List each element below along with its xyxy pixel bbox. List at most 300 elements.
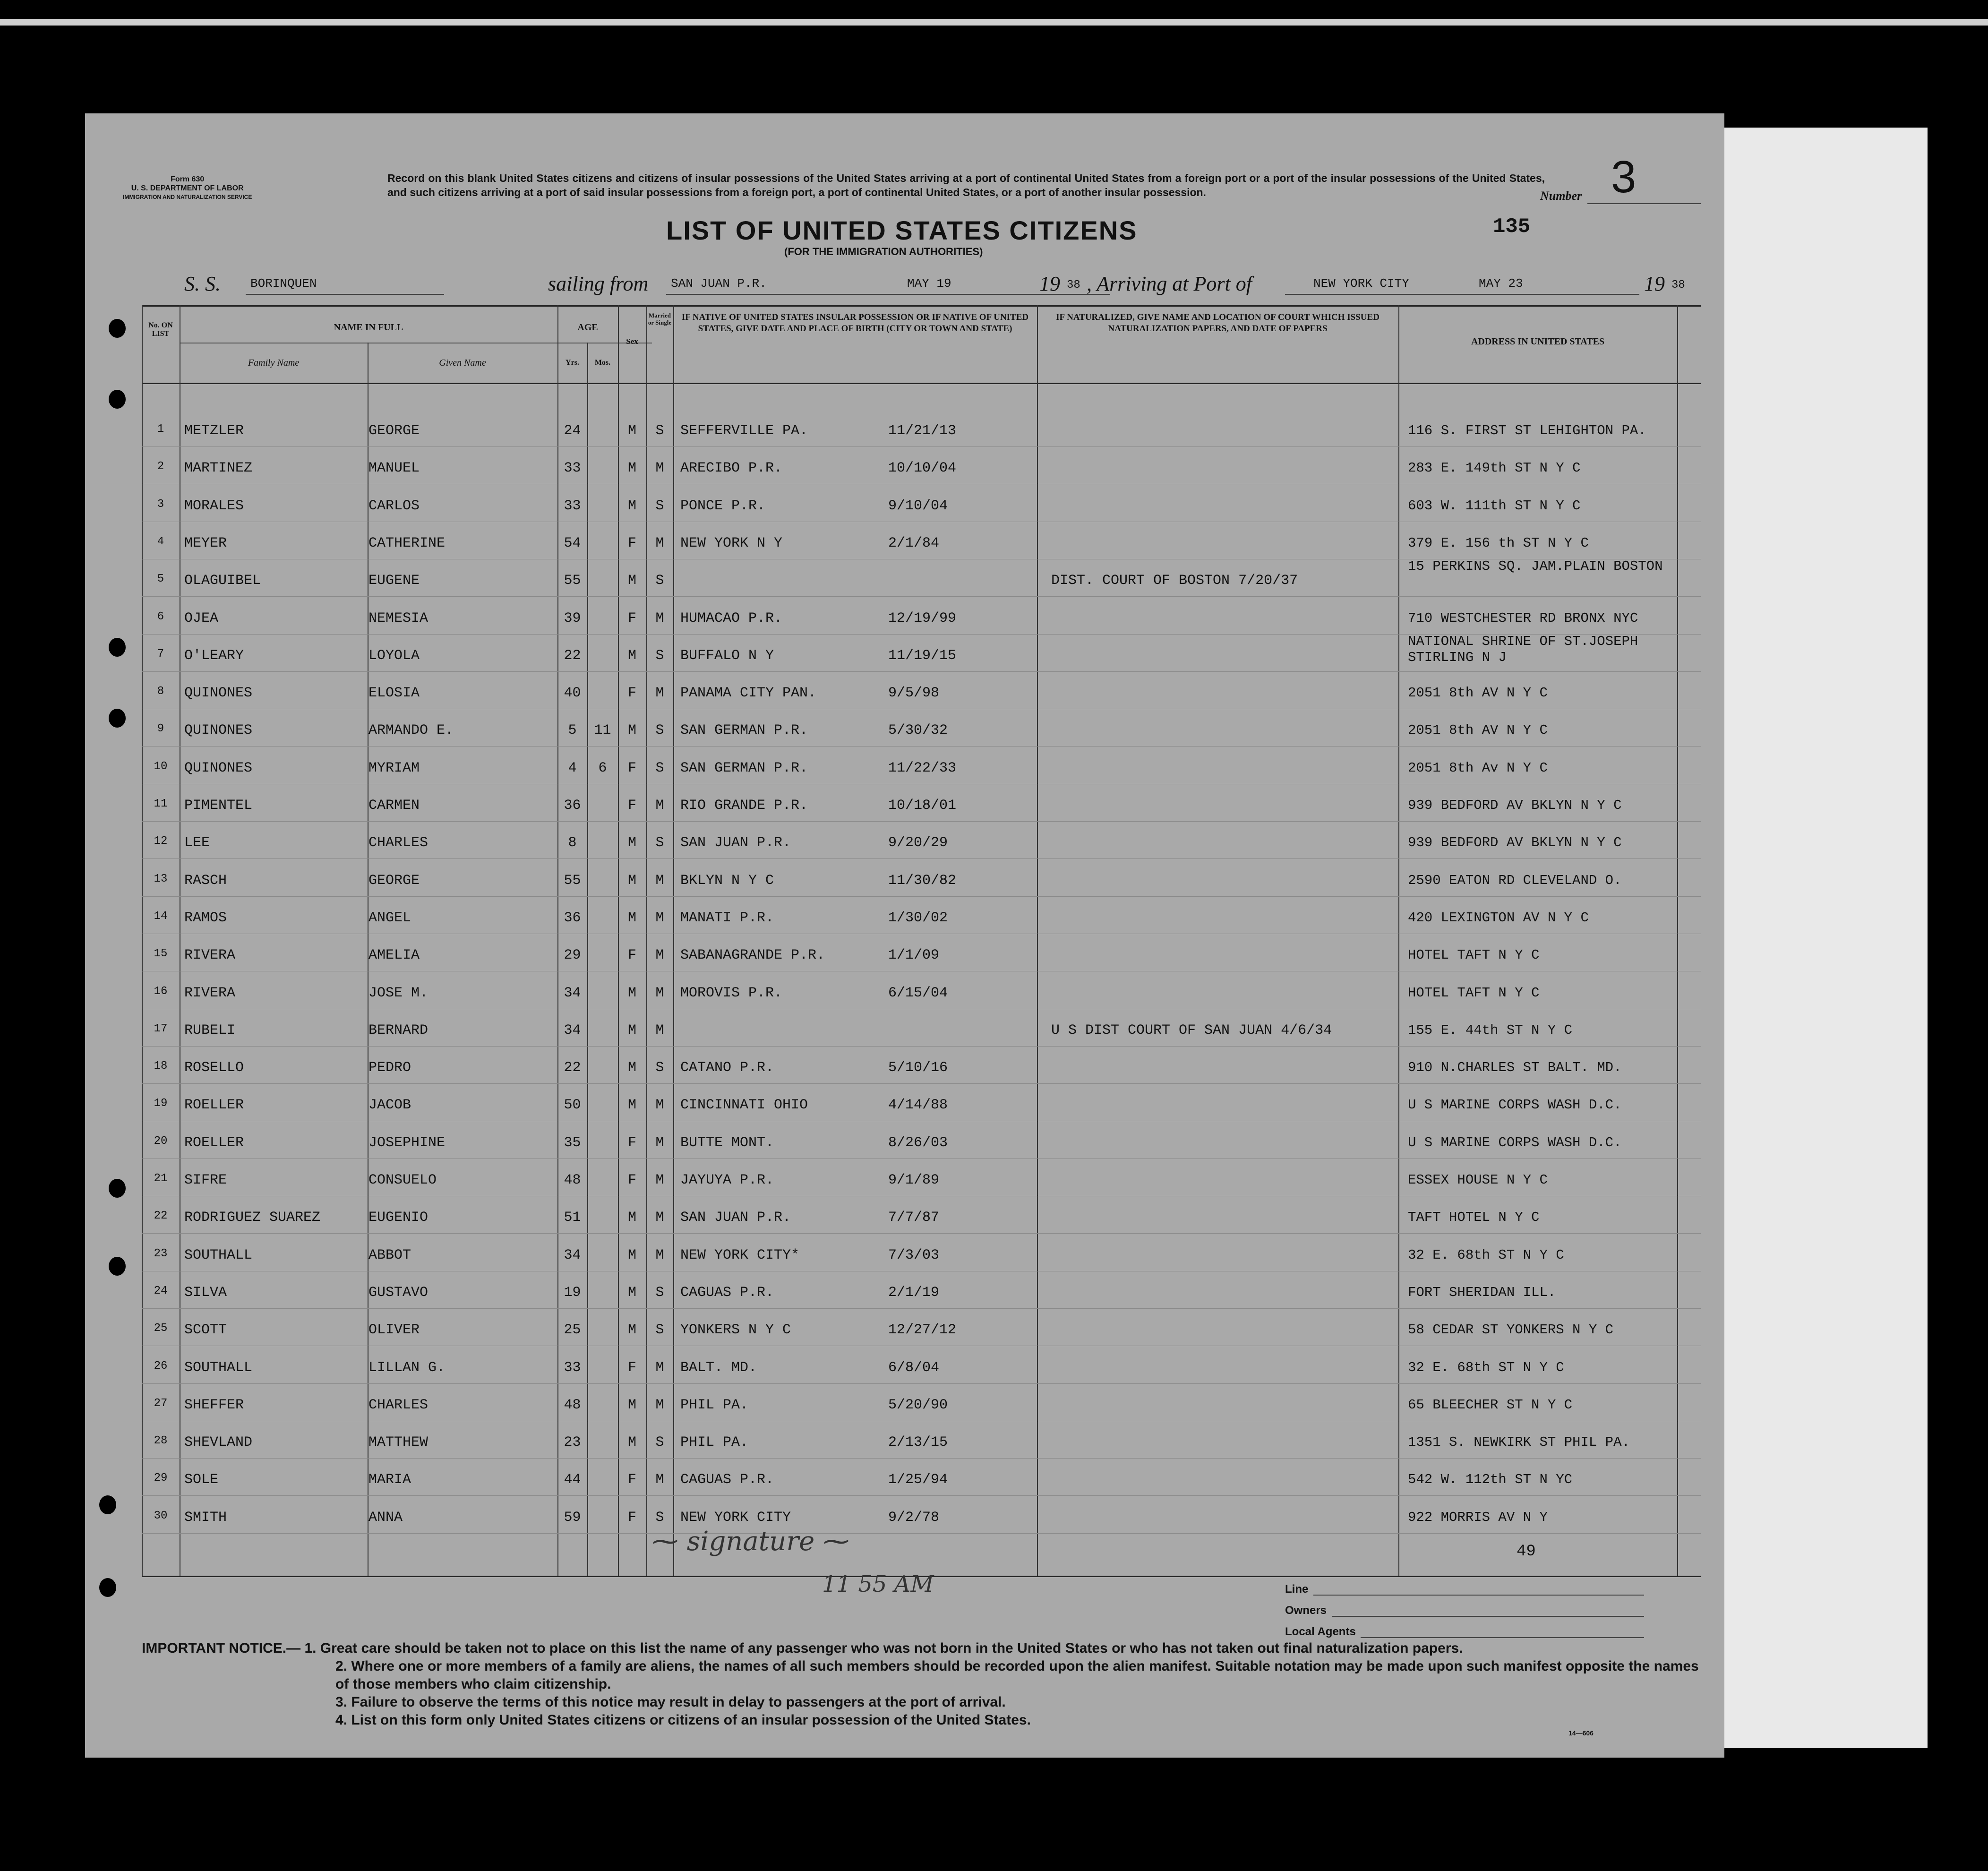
row-given: ABBOT (368, 1247, 411, 1263)
form-info (123, 175, 252, 202)
row-given: CHARLES (368, 1397, 428, 1413)
row-yrs: 44 (564, 1472, 581, 1488)
row-place: SAN JUAN P.R. (680, 1210, 791, 1226)
row-family: O'LEARY (184, 647, 244, 664)
row-no: 30 (154, 1509, 168, 1522)
row-mos: 11 (594, 722, 611, 739)
row-no: 23 (154, 1247, 168, 1260)
number-underline (1587, 203, 1701, 204)
row-date: 4/14/88 (888, 1097, 948, 1114)
row-place: BUTTE MONT. (680, 1134, 774, 1151)
row-date: 9/5/98 (888, 685, 940, 702)
row-place: CINCINNATI OHIO (680, 1097, 808, 1114)
row-sex: M (627, 872, 636, 889)
row-address: 2051 8th Av N Y C (1408, 760, 1548, 776)
row-no: 13 (154, 872, 168, 885)
row-yrs: 54 (564, 535, 581, 551)
col-line (1677, 305, 1678, 1576)
punch-hole (99, 1578, 116, 1597)
row-no: 5 (157, 573, 164, 586)
form-code: 14—606 (1568, 1729, 1594, 1737)
row-yrs: 39 (564, 610, 581, 627)
sailing-date: MAY 19 (907, 276, 951, 291)
row-no: 2 (157, 460, 164, 473)
arriving-port: NEW YORK CITY (1313, 276, 1409, 291)
form-number: Form 630 (171, 175, 205, 183)
row-no: 18 (154, 1060, 168, 1073)
row-ms: S (655, 722, 664, 739)
row-sex: M (627, 498, 636, 514)
notice-item-1: 1. Great care should be taken not to place on this list the name of any passenger who was not born in the United States or who has not taken out final naturalization papers. (304, 1640, 1463, 1656)
row-given: EUGENE (368, 573, 420, 589)
row-sex: F (627, 535, 636, 551)
row-no: 24 (154, 1284, 168, 1297)
row-given: AMELIA (368, 947, 420, 964)
row-ms: S (655, 573, 664, 589)
row-yrs: 8 (568, 835, 577, 851)
row-ms: M (655, 1172, 664, 1188)
punch-hole (109, 1179, 126, 1198)
row-rule (142, 1533, 1701, 1534)
row-address: 939 BEDFORD AV BKLYN N Y C (1408, 798, 1622, 813)
scan-top-edge (0, 19, 1988, 26)
row-no: 1 (157, 423, 164, 436)
header-address: ADDRESS IN UNITED STATES (1471, 336, 1605, 347)
row-given: MANUEL (368, 460, 420, 477)
row-place: SEFFERVILLE PA. (680, 423, 808, 439)
row-rule (142, 1233, 1701, 1234)
row-family: RODRIGUEZ SUAREZ (184, 1210, 321, 1226)
row-no: 9 (157, 722, 164, 736)
row-place: PANAMA CITY PAN. (680, 685, 817, 702)
notice-item-2: 2. Where one or more members of a family are aliens, the names of all such members should be recorded upon the alien manifest. Suitable notation may be made upon such manifest opposite the names of those members who claim citizenship. (335, 1658, 1699, 1692)
row-sex: M (627, 985, 636, 1001)
row-address: 603 W. 111th ST N Y C (1408, 498, 1581, 514)
row-date: 12/27/12 (888, 1322, 957, 1339)
row-date: 6/15/04 (888, 985, 948, 1001)
row-no: 27 (154, 1397, 168, 1410)
row-date: 11/21/13 (888, 423, 957, 439)
row-sex: F (627, 1509, 636, 1526)
row-sex: M (627, 835, 636, 851)
row-sex: F (627, 798, 636, 814)
row-ms: S (655, 1060, 664, 1076)
header-sex: Sex (626, 337, 638, 346)
row-address: HOTEL TAFT N Y C (1408, 985, 1540, 1001)
row-family: PIMENTEL (184, 798, 253, 814)
col-line (646, 305, 647, 1576)
sailing-label: sailing from (548, 272, 649, 295)
row-yrs: 19 (564, 1284, 581, 1301)
row-sex: M (627, 910, 636, 926)
row-given: JOSEPHINE (368, 1134, 446, 1151)
row-sex: M (627, 647, 636, 664)
header-bottom-rule (142, 383, 1701, 384)
row-given: CHARLES (368, 835, 428, 851)
row-date: 5/30/32 (888, 722, 948, 739)
owners-label: Owners (1285, 1604, 1327, 1617)
manifest-page (85, 113, 1724, 1758)
row-address: U S MARINE CORPS WASH D.C. (1408, 1097, 1622, 1113)
row-place: BKLYN N Y C (680, 872, 774, 889)
row-place: NEW YORK CITY (680, 1509, 791, 1526)
row-place: YONKERS N Y C (680, 1322, 791, 1339)
row-given: MARIA (368, 1472, 411, 1488)
row-mos: 6 (598, 760, 607, 776)
row-no: 25 (154, 1322, 168, 1335)
row-address: 116 S. FIRST ST LEHIGHTON PA. (1408, 423, 1646, 438)
row-given: JOSE M. (368, 985, 428, 1001)
row-place: NEW YORK CITY* (680, 1247, 800, 1263)
row-yrs: 50 (564, 1097, 581, 1114)
row-rule (142, 1046, 1701, 1047)
row-ms: M (655, 1359, 664, 1376)
row-no: 29 (154, 1472, 168, 1485)
department: U. S. DEPARTMENT OF LABOR (131, 184, 244, 192)
row-place: RIO GRANDE P.R. (680, 798, 808, 814)
ship-name: BORINQUEN (250, 276, 317, 291)
col-line (557, 305, 558, 1576)
row-family: ROELLER (184, 1134, 244, 1151)
row-place: SABANAGRANDE P.R. (680, 947, 825, 964)
row-address: 155 E. 44th ST N Y C (1408, 1022, 1573, 1038)
row-family: SIFRE (184, 1172, 227, 1188)
row-rule (142, 1458, 1701, 1459)
row-given: ANNA (368, 1509, 403, 1526)
row-given: MATTHEW (368, 1434, 428, 1451)
row-sex: F (627, 760, 636, 776)
row-no: 4 (157, 535, 164, 548)
row-family: QUINONES (184, 722, 253, 739)
row-yrs: 34 (564, 985, 581, 1001)
row-ms: M (655, 947, 664, 964)
row-address: 542 W. 112th ST N YC (1408, 1472, 1573, 1488)
row-place: MANATI P.R. (680, 910, 774, 926)
row-rule (142, 596, 1701, 597)
record-instructions: Record on this blank United States citizens and citizens of insular possessions of the United States arriving at a port of continental United States from a foreign port or a port of the insular possessions of the United States, and such citizens arriving at a port of said insular possessions from a foreign port, a port of continental United States, or a port of another insular possession. (387, 172, 1545, 198)
row-no: 20 (154, 1134, 168, 1148)
row-ms: S (655, 1509, 664, 1526)
row-date: 8/26/03 (888, 1134, 948, 1151)
row-date: 5/20/90 (888, 1397, 948, 1413)
arriving-year-suffix: 38 (1671, 279, 1685, 292)
row-no: 7 (157, 647, 164, 661)
row-ms: M (655, 1247, 664, 1263)
row-family: RIVERA (184, 985, 236, 1001)
row-family: SHEFFER (184, 1397, 244, 1413)
row-sex: M (627, 1060, 636, 1076)
punch-hole (99, 1495, 116, 1514)
row-family: SILVA (184, 1284, 227, 1301)
row-ms: M (655, 985, 664, 1001)
row-place: PHIL PA. (680, 1397, 749, 1413)
row-yrs: 55 (564, 872, 581, 889)
row-family: SHEVLAND (184, 1434, 253, 1451)
row-date: 2/1/19 (888, 1284, 940, 1301)
row-rule (142, 858, 1701, 859)
row-ms: M (655, 535, 664, 551)
row-no: 10 (154, 760, 168, 773)
row-family: RAMOS (184, 910, 227, 926)
row-ms: S (655, 835, 664, 851)
ship-name-underline (246, 294, 444, 295)
row-sex: M (627, 1397, 636, 1413)
agents-underline (1361, 1637, 1644, 1638)
row-no: 16 (154, 985, 168, 998)
row-date: 9/1/89 (888, 1172, 940, 1188)
header-age: AGE (577, 322, 598, 333)
header-yrs: Yrs. (566, 359, 579, 367)
row-place: BUFFALO N Y (680, 647, 774, 664)
row-yrs: 23 (564, 1434, 581, 1451)
row-address: 1351 S. NEWKIRK ST PHIL PA. (1408, 1434, 1630, 1450)
row-ms: M (655, 1397, 664, 1413)
row-given: GEORGE (368, 872, 420, 889)
row-address: 65 BLEECHER ST N Y C (1408, 1397, 1573, 1413)
row-given: GEORGE (368, 423, 420, 439)
row-yrs: 33 (564, 1359, 581, 1376)
row-date: 11/19/15 (888, 647, 957, 664)
row-no: 17 (154, 1022, 168, 1035)
row-sex: F (627, 685, 636, 702)
row-ms: S (655, 1434, 664, 1451)
row-given: GUSTAVO (368, 1284, 428, 1301)
row-family: OJEA (184, 610, 219, 627)
row-date: 1/25/94 (888, 1472, 948, 1488)
row-date: 12/19/99 (888, 610, 957, 627)
row-rule (142, 821, 1701, 822)
row-address: 32 E. 68th ST N Y C (1408, 1359, 1564, 1375)
row-yrs: 22 (564, 647, 581, 664)
col-line (142, 305, 143, 1576)
row-address: 2051 8th AV N Y C (1408, 685, 1548, 701)
row-place: PHIL PA. (680, 1434, 749, 1451)
arriving-date: MAY 23 (1479, 276, 1523, 291)
punch-hole (109, 390, 126, 409)
row-sex: M (627, 1022, 636, 1038)
ss-label: S. S. (184, 272, 221, 295)
row-date: 6/8/04 (888, 1359, 940, 1376)
row-address: 2590 EATON RD CLEVELAND O. (1408, 872, 1622, 888)
row-given: ANGEL (368, 910, 411, 926)
row-address: U S MARINE CORPS WASH D.C. (1408, 1134, 1622, 1150)
row-address: 939 BEDFORD AV BKLYN N Y C (1408, 835, 1622, 851)
row-ms: M (655, 685, 664, 702)
row-place: NEW YORK N Y (680, 535, 783, 551)
row-yrs: 25 (564, 1322, 581, 1339)
col-line (1398, 305, 1399, 1576)
header-birth: IF NATIVE OF UNITED STATES INSULAR POSSESSION OR IF NATIVE OF UNITED STATES, GIVE DATE AND PLACE OF BIRTH (CITY OR TOWN AND STATE) (681, 312, 1029, 334)
agents-label: Local Agents (1285, 1625, 1356, 1638)
row-date: 10/10/04 (888, 460, 957, 477)
row-family: METZLER (184, 423, 244, 439)
row-rule (142, 446, 1701, 447)
row-rule (142, 671, 1701, 672)
row-family: ROELLER (184, 1097, 244, 1114)
row-place: HUMACAO P.R. (680, 610, 783, 627)
row-date: 11/22/33 (888, 760, 957, 776)
row-sex: M (627, 1247, 636, 1263)
row-given: OLIVER (368, 1322, 420, 1339)
row-no: 14 (154, 910, 168, 923)
notice-item-4: 4. List on this form only United States citizens or citizens of an insular possession of the United States. (335, 1712, 1031, 1728)
row-yrs: 36 (564, 798, 581, 814)
header-name-in-full: NAME IN FULL (334, 322, 403, 333)
header-no-on-list: No. ON LIST (148, 321, 173, 338)
row-yrs: 5 (568, 722, 577, 739)
row-family: RIVERA (184, 947, 236, 964)
row-date: 2/1/84 (888, 535, 940, 551)
time-note: 11 55 AM (822, 1571, 934, 1597)
row-no: 22 (154, 1210, 168, 1223)
row-ms: S (655, 1284, 664, 1301)
row-yrs: 24 (564, 423, 581, 439)
row-date: 1/1/09 (888, 947, 940, 964)
row-sex: M (627, 1284, 636, 1301)
officer-signature: ⁓ signature ⁓ (652, 1526, 850, 1557)
number-value: 3 (1611, 152, 1637, 202)
row-date: 11/30/82 (888, 872, 957, 889)
row-place: CAGUAS P.R. (680, 1472, 774, 1488)
row-no: 28 (154, 1434, 168, 1448)
row-ms: M (655, 798, 664, 814)
row-ms: M (655, 1472, 664, 1488)
row-given: MYRIAM (368, 760, 420, 776)
row-yrs: 34 (564, 1022, 581, 1038)
sailing-year-prefix: 19 (1039, 272, 1060, 295)
row-family: SOUTHALL (184, 1247, 253, 1263)
row-given: EUGENIO (368, 1210, 428, 1226)
row-family: QUINONES (184, 760, 253, 776)
row-family: SOLE (184, 1472, 219, 1488)
row-no: 6 (157, 610, 164, 623)
row-sex: F (627, 947, 636, 964)
row-family: SMITH (184, 1509, 227, 1526)
col-line (587, 343, 588, 1576)
row-yrs: 40 (564, 685, 581, 702)
row-address: FORT SHERIDAN ILL. (1408, 1284, 1556, 1300)
row-ms: M (655, 872, 664, 889)
row-sex: M (627, 722, 636, 739)
row-no: 11 (154, 798, 168, 810)
line-label: Line (1285, 1583, 1309, 1596)
important-notice (142, 1639, 1701, 1729)
row-family: RUBELI (184, 1022, 236, 1038)
row-no: 15 (154, 947, 168, 961)
header-family-name: Family Name (248, 358, 300, 368)
row-sex: F (627, 1359, 636, 1376)
punch-hole (109, 638, 126, 657)
arriving-date-underline (1483, 294, 1639, 295)
row-yrs: 33 (564, 498, 581, 514)
row-family: QUINONES (184, 685, 253, 702)
header-naturalized: IF NATURALIZED, GIVE NAME AND LOCATION OF COURT WHICH ISSUED NATURALIZATION PAPERS, AND DATE OF PAPERS (1056, 312, 1380, 334)
row-ms: M (655, 460, 664, 477)
row-place: BALT. MD. (680, 1359, 757, 1376)
row-place: CATANO P.R. (680, 1060, 774, 1076)
row-family: MEYER (184, 535, 227, 551)
row-ms: S (655, 1322, 664, 1339)
row-ms: S (655, 498, 664, 514)
header-married-single: Married or Single (648, 312, 672, 326)
line-underline (1313, 1595, 1644, 1596)
row-date: 9/20/29 (888, 835, 948, 851)
row-sex: M (627, 1434, 636, 1451)
row-no: 3 (157, 498, 164, 511)
row-yrs: 35 (564, 1134, 581, 1151)
row-yrs: 4 (568, 760, 577, 776)
row-given: JACOB (368, 1097, 411, 1114)
row-date: 10/18/01 (888, 798, 957, 814)
row-yrs: 34 (564, 1247, 581, 1263)
notice-label: IMPORTANT NOTICE.— (142, 1640, 301, 1656)
row-given: ARMANDO E. (368, 722, 454, 739)
notice-item-3: 3. Failure to observe the terms of this notice may result in delay to passengers at the port of arrival. (335, 1694, 1006, 1710)
row-ms: S (655, 423, 664, 439)
row-date: 1/30/02 (888, 910, 948, 926)
sailing-year-suffix: 38 (1067, 279, 1080, 292)
row-place: SAN GERMAN P.R. (680, 722, 808, 739)
row-family: LEE (184, 835, 210, 851)
row-given: ELOSIA (368, 685, 420, 702)
row-given: NEMESIA (368, 610, 428, 627)
row-family: SCOTT (184, 1322, 227, 1339)
row-place: ARECIBO P.R. (680, 460, 783, 477)
row-ms: M (655, 1022, 664, 1038)
row-date: 7/7/87 (888, 1210, 940, 1226)
row-no: 12 (154, 835, 168, 848)
row-yrs: 22 (564, 1060, 581, 1076)
row-address: 2051 8th AV N Y C (1408, 722, 1548, 738)
row-address: 32 E. 68th ST N Y C (1408, 1247, 1564, 1263)
row-yrs: 48 (564, 1172, 581, 1188)
row-place: PONCE P.R. (680, 498, 766, 514)
header-mos: Mos. (594, 359, 611, 367)
page-subtitle: (FOR THE IMMIGRATION AUTHORITIES) (784, 246, 983, 257)
row-yrs: 51 (564, 1210, 581, 1226)
row-yrs: 29 (564, 947, 581, 964)
row-address: 922 MORRIS AV N Y (1408, 1509, 1548, 1525)
row-sex: M (627, 460, 636, 477)
sailing-date-underline (902, 294, 1110, 295)
punch-hole (109, 1257, 126, 1276)
row-sex: F (627, 1134, 636, 1151)
row-yrs: 33 (564, 460, 581, 477)
passenger-count: 49 (1517, 1543, 1536, 1561)
row-rule (142, 896, 1701, 897)
row-place: MOROVIS P.R. (680, 985, 783, 1001)
row-sex: M (627, 573, 636, 589)
row-no: 26 (154, 1359, 168, 1373)
arriving-port-underline (1285, 294, 1483, 295)
row-family: MARTINEZ (184, 460, 253, 477)
row-given: LILLAN G. (368, 1359, 446, 1376)
row-ms: M (655, 1097, 664, 1114)
col-line (1037, 305, 1038, 1576)
arriving-year-prefix: 19 (1644, 272, 1665, 295)
row-address: 58 CEDAR ST YONKERS N Y C (1408, 1322, 1614, 1338)
col-line (618, 305, 619, 1576)
row-sex: M (627, 1097, 636, 1114)
row-sex: F (627, 1472, 636, 1488)
owners-underline (1332, 1616, 1644, 1617)
row-address: 283 E. 149th ST N Y C (1408, 460, 1581, 476)
row-ms: M (655, 910, 664, 926)
row-no: 8 (157, 685, 164, 698)
row-address: 15 PERKINS SQ. JAM.PLAIN BOSTON (1408, 558, 1663, 575)
row-yrs: 48 (564, 1397, 581, 1413)
row-date: 7/3/03 (888, 1247, 940, 1263)
